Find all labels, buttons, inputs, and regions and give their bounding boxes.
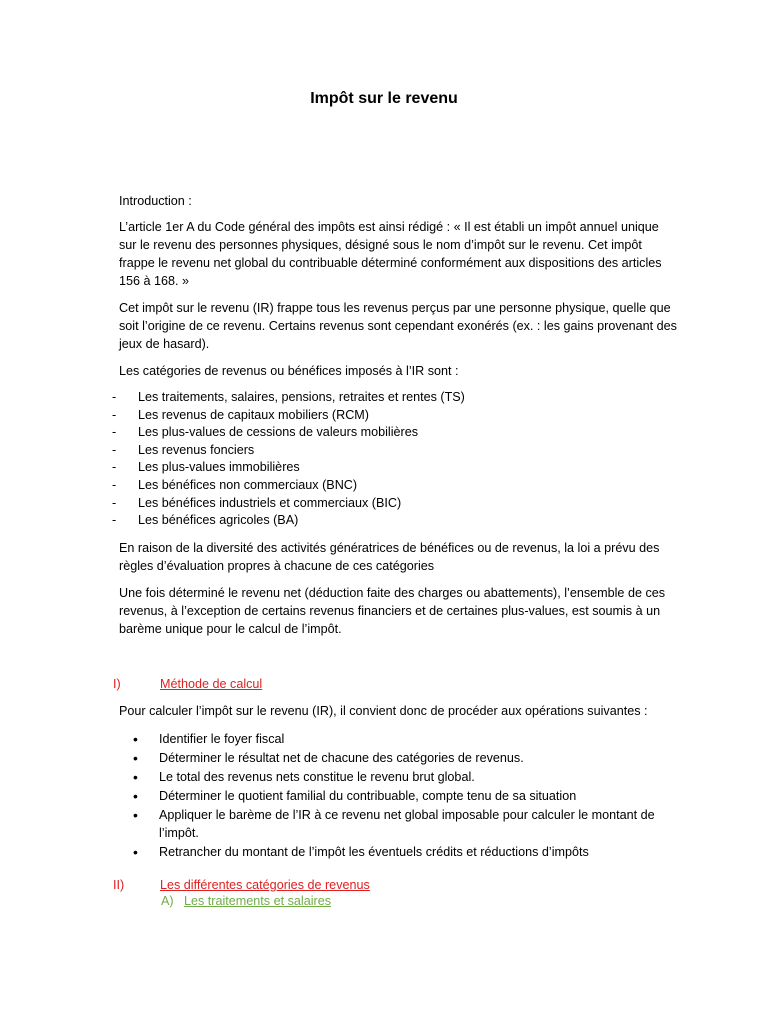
list-item: - Les bénéfices agricoles (BA) [112, 513, 299, 528]
dash-bullet-icon: - [112, 495, 117, 510]
page-title: Impôt sur le revenu [310, 90, 458, 107]
list-item: • Le total des revenus nets constitue le revenu brut global. [133, 769, 475, 785]
list-item: - Les bénéfices industriels et commerciaux (BIC) [112, 495, 402, 510]
dash-bullet-icon: - [112, 407, 117, 422]
dash-bullet-icon: - [112, 442, 117, 457]
introduction-label: Introduction : [119, 194, 192, 208]
dash-bullet-icon: - [112, 460, 117, 475]
categories-list [112, 388, 672, 529]
bullet-icon: • [133, 750, 138, 766]
list-item: • Appliquer le barème de l’IR à ce revenu net global imposable pour calculer le montant de l’impôt. [133, 807, 655, 840]
steps-list [133, 730, 693, 862]
list-item: • Déterminer le résultat net de chacune des catégories de revenus. [133, 750, 524, 766]
dash-bullet-icon: - [112, 425, 117, 440]
section-title: Les différentes catégories de revenus [160, 878, 370, 892]
list-item: - Les revenus fonciers [112, 442, 255, 457]
list-item: • Déterminer le quotient familial du contribuable, compte tenu de sa situation [133, 788, 577, 804]
section-heading-methode [113, 675, 693, 693]
list-item: - Les bénéfices non commerciaux (BNC) [112, 477, 358, 492]
subsection-title: Les traitements et salaires [184, 894, 331, 908]
list-item: - Les plus-values immobilières [112, 460, 300, 475]
section-number: II) [113, 878, 125, 892]
paragraph-evaluation-rules: En raison de la diversité des activités génératrices de bénéfices ou de revenus, la loi a prévu des règles d’évaluation propres à chacune de ces catégories [119, 541, 660, 573]
list-item: - Les plus-values de cessions de valeurs mobilières [112, 425, 419, 440]
paragraph-calc-intro: Pour calculer l’impôt sur le revenu (IR), il convient donc de procéder aux opérations suivantes : [119, 704, 648, 718]
bullet-icon: • [133, 788, 138, 804]
list-item: • Retrancher du montant de l’impôt les éventuels crédits et réductions d’impôts [133, 844, 589, 860]
paragraph-net-income: Une fois déterminé le revenu net (déduction faite des charges ou abattements), l’ensemble de ces revenus, à l’exception de certains revenus financiers et de certaines plus-values, est soumis à un barème unique pour le calcul de l’impôt. [119, 586, 666, 636]
section-number: I) [113, 677, 121, 691]
list-item: - Les traitements, salaires, pensions, retraites et rentes (TS) [112, 390, 465, 404]
dash-bullet-icon: - [112, 477, 117, 492]
dash-bullet-icon: - [112, 513, 117, 528]
list-item: • Identifier le foyer fiscal [133, 731, 285, 747]
dash-bullet-icon: - [112, 390, 117, 404]
paragraph-ir-scope: Cet impôt sur le revenu (IR) frappe tous les revenus perçus par une personne physique, quelle que soit l’origine de ce revenu. Certains revenus sont cependant exonérés (ex. : les gains provenant des jeux de hasard). [119, 301, 677, 351]
bullet-icon: • [133, 769, 138, 785]
bullet-icon: • [133, 731, 138, 747]
section-title: Méthode de calcul [160, 677, 263, 691]
subsection-number: A) [161, 894, 174, 908]
bullet-icon: • [133, 844, 138, 860]
paragraph-categories-intro: Les catégories de revenus ou bénéfices imposés à l’IR sont : [119, 364, 459, 378]
list-item: - Les revenus de capitaux mobiliers (RCM) [112, 407, 369, 422]
bullet-icon: • [133, 807, 138, 823]
paragraph-article: L’article 1er A du Code général des impôts est ainsi rédigé : « Il est établi un impôt annuel unique sur le revenu des personnes physiques, désigné sous le nom d’impôt sur le revenu. Cet impôt frappe le revenu net global du contribuable déterminé conformément aux dispositions des articles 156 à 168. » [119, 220, 662, 288]
subsection-heading-traitements [161, 892, 561, 910]
